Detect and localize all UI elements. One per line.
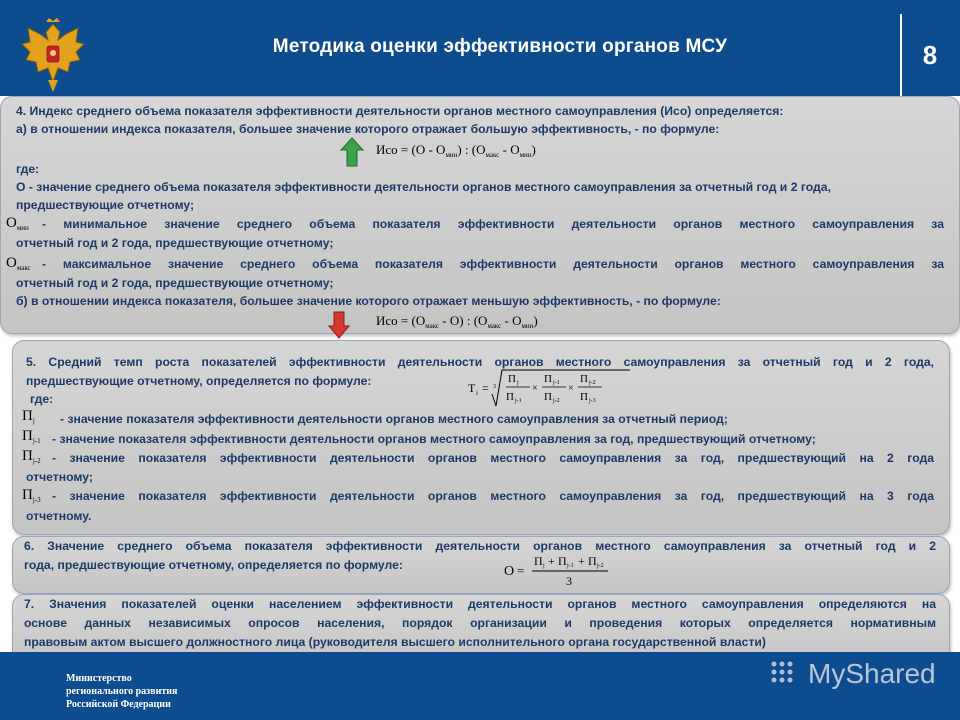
svg-text:j-1: j-1 xyxy=(515,398,522,404)
pj2-description-2: отчетному; xyxy=(26,470,93,484)
o-description-1: О - значение среднего объема показателя эффективности деятельности органов местного самоуправления за отчетный год и 2 года, xyxy=(16,180,831,194)
where-label-5: где: xyxy=(30,392,54,406)
omax-description-2: отчетный год и 2 года, предшествующие отчетному; xyxy=(16,276,334,290)
svg-text:П: П xyxy=(588,554,597,568)
svg-text:3: 3 xyxy=(566,574,572,588)
section-4-item-b: б) в отношении индекса показателя, большее значение которого отражает меньшую эффективность, - по формуле: xyxy=(16,294,721,308)
svg-text:П: П xyxy=(580,391,588,403)
svg-text:П: П xyxy=(544,373,552,385)
pj2-description-1: - значение показателя эффективности деятельности органов местного самоуправления за год, предшествующий на 2 года xyxy=(52,451,934,465)
svg-text:+: + xyxy=(578,554,585,568)
section-4-item-a: а) в отношении индекса показателя, большее значение которого отражает большую эффективность, - по формуле: xyxy=(16,122,720,136)
section-5-heading-2: предшествующие отчетному, определяется по формуле: xyxy=(26,374,372,388)
svg-text:П: П xyxy=(506,391,514,403)
svg-text:j-2: j-2 xyxy=(589,380,596,386)
pj-symbol: $П_j$ xyxy=(22,408,35,425)
average-volume-formula xyxy=(500,550,640,590)
ministry-line-2: регионального развития xyxy=(66,686,178,697)
svg-text:П: П xyxy=(534,554,543,568)
omin-symbol: $О_{мин}$ xyxy=(6,215,29,232)
svg-text:+: + xyxy=(548,554,555,568)
svg-text:3: 3 xyxy=(493,384,496,390)
growth-rate-formula xyxy=(466,364,636,410)
svg-text:i: i xyxy=(476,389,478,397)
svg-text:О: О xyxy=(504,564,515,579)
section-7-line-2: основе данных независимых опросов населения, порядок организации и проведения которых определяется нормативным xyxy=(24,616,936,630)
arrow-up-icon xyxy=(340,137,364,167)
svg-text:П: П xyxy=(580,373,588,385)
svg-text:=: = xyxy=(517,563,525,578)
omax-symbol: $О_{макс}$ xyxy=(6,255,31,272)
svg-text:Т: Т xyxy=(468,381,476,395)
omax-description-1: - максимальное значение среднего объема показателя эффективности деятельности органов местного самоуправления за xyxy=(42,257,944,271)
svg-text:П: П xyxy=(558,554,567,568)
svg-text:П: П xyxy=(544,391,552,403)
pj-description: - значение показателя эффективности деятельности органов местного самоуправления за отчетный период; xyxy=(60,412,728,426)
svg-text:j: j xyxy=(543,563,545,569)
pj2-symbol: $П_{j-2}$ xyxy=(22,448,41,465)
svg-text:×: × xyxy=(568,383,574,394)
svg-text:П: П xyxy=(508,373,516,385)
svg-text:j-1: j-1 xyxy=(553,380,560,386)
svg-text:j-2: j-2 xyxy=(597,563,604,569)
section-6-heading-2: года, предшествующие отчетному, определяется по формуле: xyxy=(24,558,403,572)
section-7-line-3: правовым актом высшего должностного лица (руководителя высшего исполнительного органа государственной власти) xyxy=(24,635,766,649)
pj3-description-2: отчетному. xyxy=(26,509,92,523)
ministry-caption xyxy=(66,672,177,711)
section-6-heading-1: 6. Значение среднего объема показателя эффективности деятельности органов местного самоуправления за отчетный год и 2 xyxy=(24,539,936,553)
section-7-line-1: 7. Значения показателей оценки населением эффективности деятельности органов местного самоуправления определяются на xyxy=(24,597,936,611)
where-label-4: где: xyxy=(16,162,40,176)
coat-of-arms-icon xyxy=(18,18,88,94)
section-5-heading-1: 5. Средний темп роста показателей эффективности деятельности органов местного самоуправления за отчетный год и 2 года, xyxy=(26,355,934,369)
ministry-line-3: Российской Федерации xyxy=(66,699,171,710)
section-4-heading: 4. Индекс среднего объема показателя эффективности деятельности органов местного самоуправления (Исо) определяется: xyxy=(16,104,784,118)
o-description-2: предшествующие отчетному; xyxy=(16,198,195,212)
svg-text:=: = xyxy=(482,381,489,395)
svg-text:j-2: j-2 xyxy=(553,398,560,404)
svg-text:j-1: j-1 xyxy=(567,563,574,569)
svg-text:×: × xyxy=(532,383,538,394)
watermark-text: MyShared xyxy=(808,658,936,689)
pj3-description-1: - значение показателя эффективности деятельности органов местного самоуправления за год, предшествующий на 3 года xyxy=(52,489,934,503)
page-title: Методика оценки эффективности органов МСУ xyxy=(272,36,728,57)
pj3-symbol: $П_{j-3}$ xyxy=(22,487,41,504)
ministry-line-1: Министерство xyxy=(66,673,132,684)
svg-text:j-3: j-3 xyxy=(589,398,596,404)
omin-description-2: отчетный год и 2 года, предшествующие отчетному; xyxy=(16,236,334,250)
watermark-logo-icon xyxy=(768,656,802,690)
pj1-symbol: $П_{j-1}$ xyxy=(22,428,41,445)
svg-text:j: j xyxy=(517,380,519,386)
formula-b: Исо = $(О_{макс} - О)$ : $(О_{макс} - О_{мин})$ xyxy=(376,313,538,330)
pj1-description: - значение показателя эффективности деятельности органов местного самоуправления за год, предшествующий отчетному; xyxy=(52,432,816,446)
page-number: 8 xyxy=(922,40,938,70)
arrow-down-icon xyxy=(328,311,350,339)
header-separator xyxy=(900,14,902,96)
omin-description-1: - минимальное значение среднего объема показателя эффективности деятельности органов местного самоуправления за xyxy=(42,217,944,231)
formula-a: Исо = $(О - О_{мин})$ : $(О_{макс} - О_{мин})$ xyxy=(376,142,536,159)
